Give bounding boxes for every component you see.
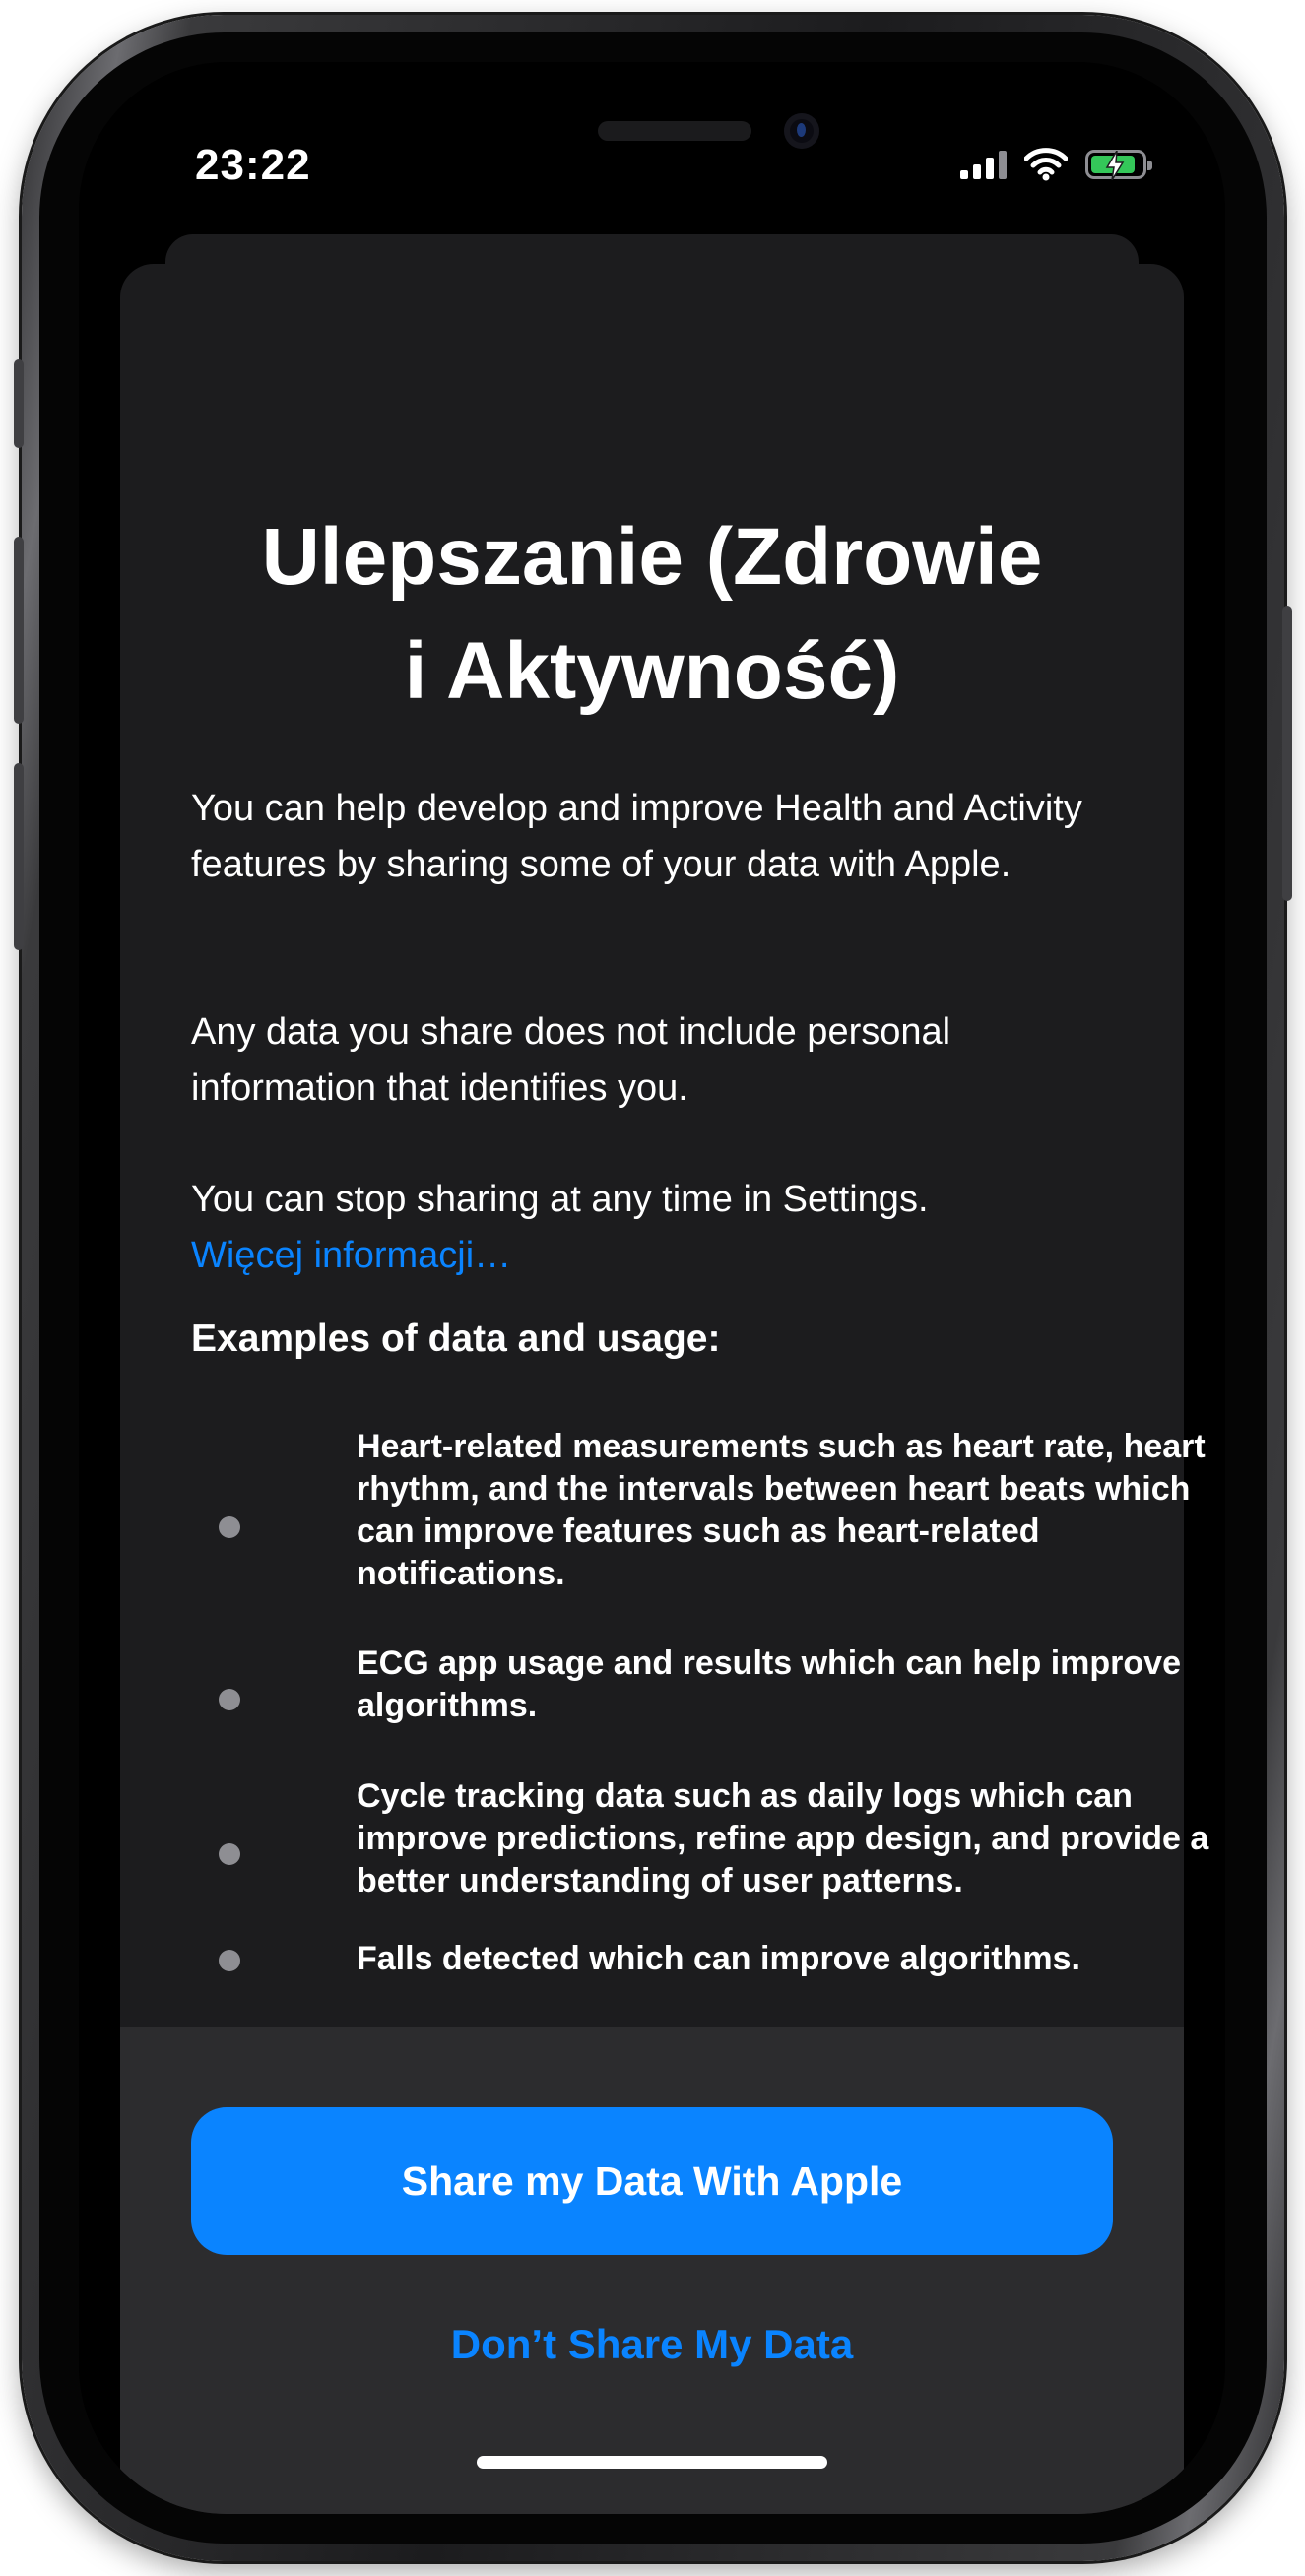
page-title <box>120 500 1184 729</box>
intro-paragraph: You can help develop and improve Health and Activity features by sharing some of your data with Apple. <box>191 788 1082 885</box>
silent-switch <box>14 359 24 448</box>
more-info-link[interactable]: Więcej informacji… <box>191 1235 512 1276</box>
settings-paragraph <box>191 1172 1137 1284</box>
front-camera <box>784 113 819 149</box>
page-title-line-1: Ulepszanie (Zdrowie <box>261 512 1043 602</box>
example-text: Heart-related measurements such as heart rate, heart rhythm, and the intervals between heart beats which can improve features such as heart-related notifications. <box>357 1428 1206 1592</box>
earpiece-speaker <box>598 121 751 141</box>
phone-frame <box>22 15 1284 2561</box>
settings-text: You can stop sharing at any time in Settings. <box>191 1179 929 1220</box>
example-text: ECG app usage and results which can help improve algorithms. <box>357 1644 1181 1724</box>
home-indicator[interactable] <box>477 2456 827 2469</box>
battery-charging-icon <box>1085 150 1146 179</box>
dont-share-button[interactable]: Don’t Share My Data <box>450 2321 854 2367</box>
share-data-button[interactable]: Share my Data With Apple <box>191 2107 1113 2255</box>
bullet-icon <box>219 1516 240 1538</box>
cellular-signal-icon <box>960 150 1007 179</box>
examples-heading: Examples of data and usage: <box>191 1318 721 1360</box>
bullet-icon <box>219 1843 240 1865</box>
privacy-paragraph: Any data you share does not include personal information that identifies you. <box>191 1011 951 1109</box>
side-button <box>1282 606 1292 901</box>
volume-down-button <box>14 763 24 950</box>
status-icons <box>960 147 1146 182</box>
bullet-icon <box>219 1950 240 1971</box>
action-footer <box>120 2027 1184 2514</box>
example-text: Falls detected which can improve algorithms. <box>357 1940 1080 1977</box>
page-title-line-2: i Aktywność) <box>404 626 900 716</box>
status-time: 23:22 <box>195 141 311 189</box>
bullet-icon <box>219 1689 240 1710</box>
screen <box>79 62 1225 2514</box>
volume-up-button <box>14 537 24 724</box>
wifi-icon <box>1024 148 1068 181</box>
example-text: Cycle tracking data such as daily logs which can improve predictions, refine app design, and provide a better understanding of user patterns. <box>357 1777 1209 1900</box>
